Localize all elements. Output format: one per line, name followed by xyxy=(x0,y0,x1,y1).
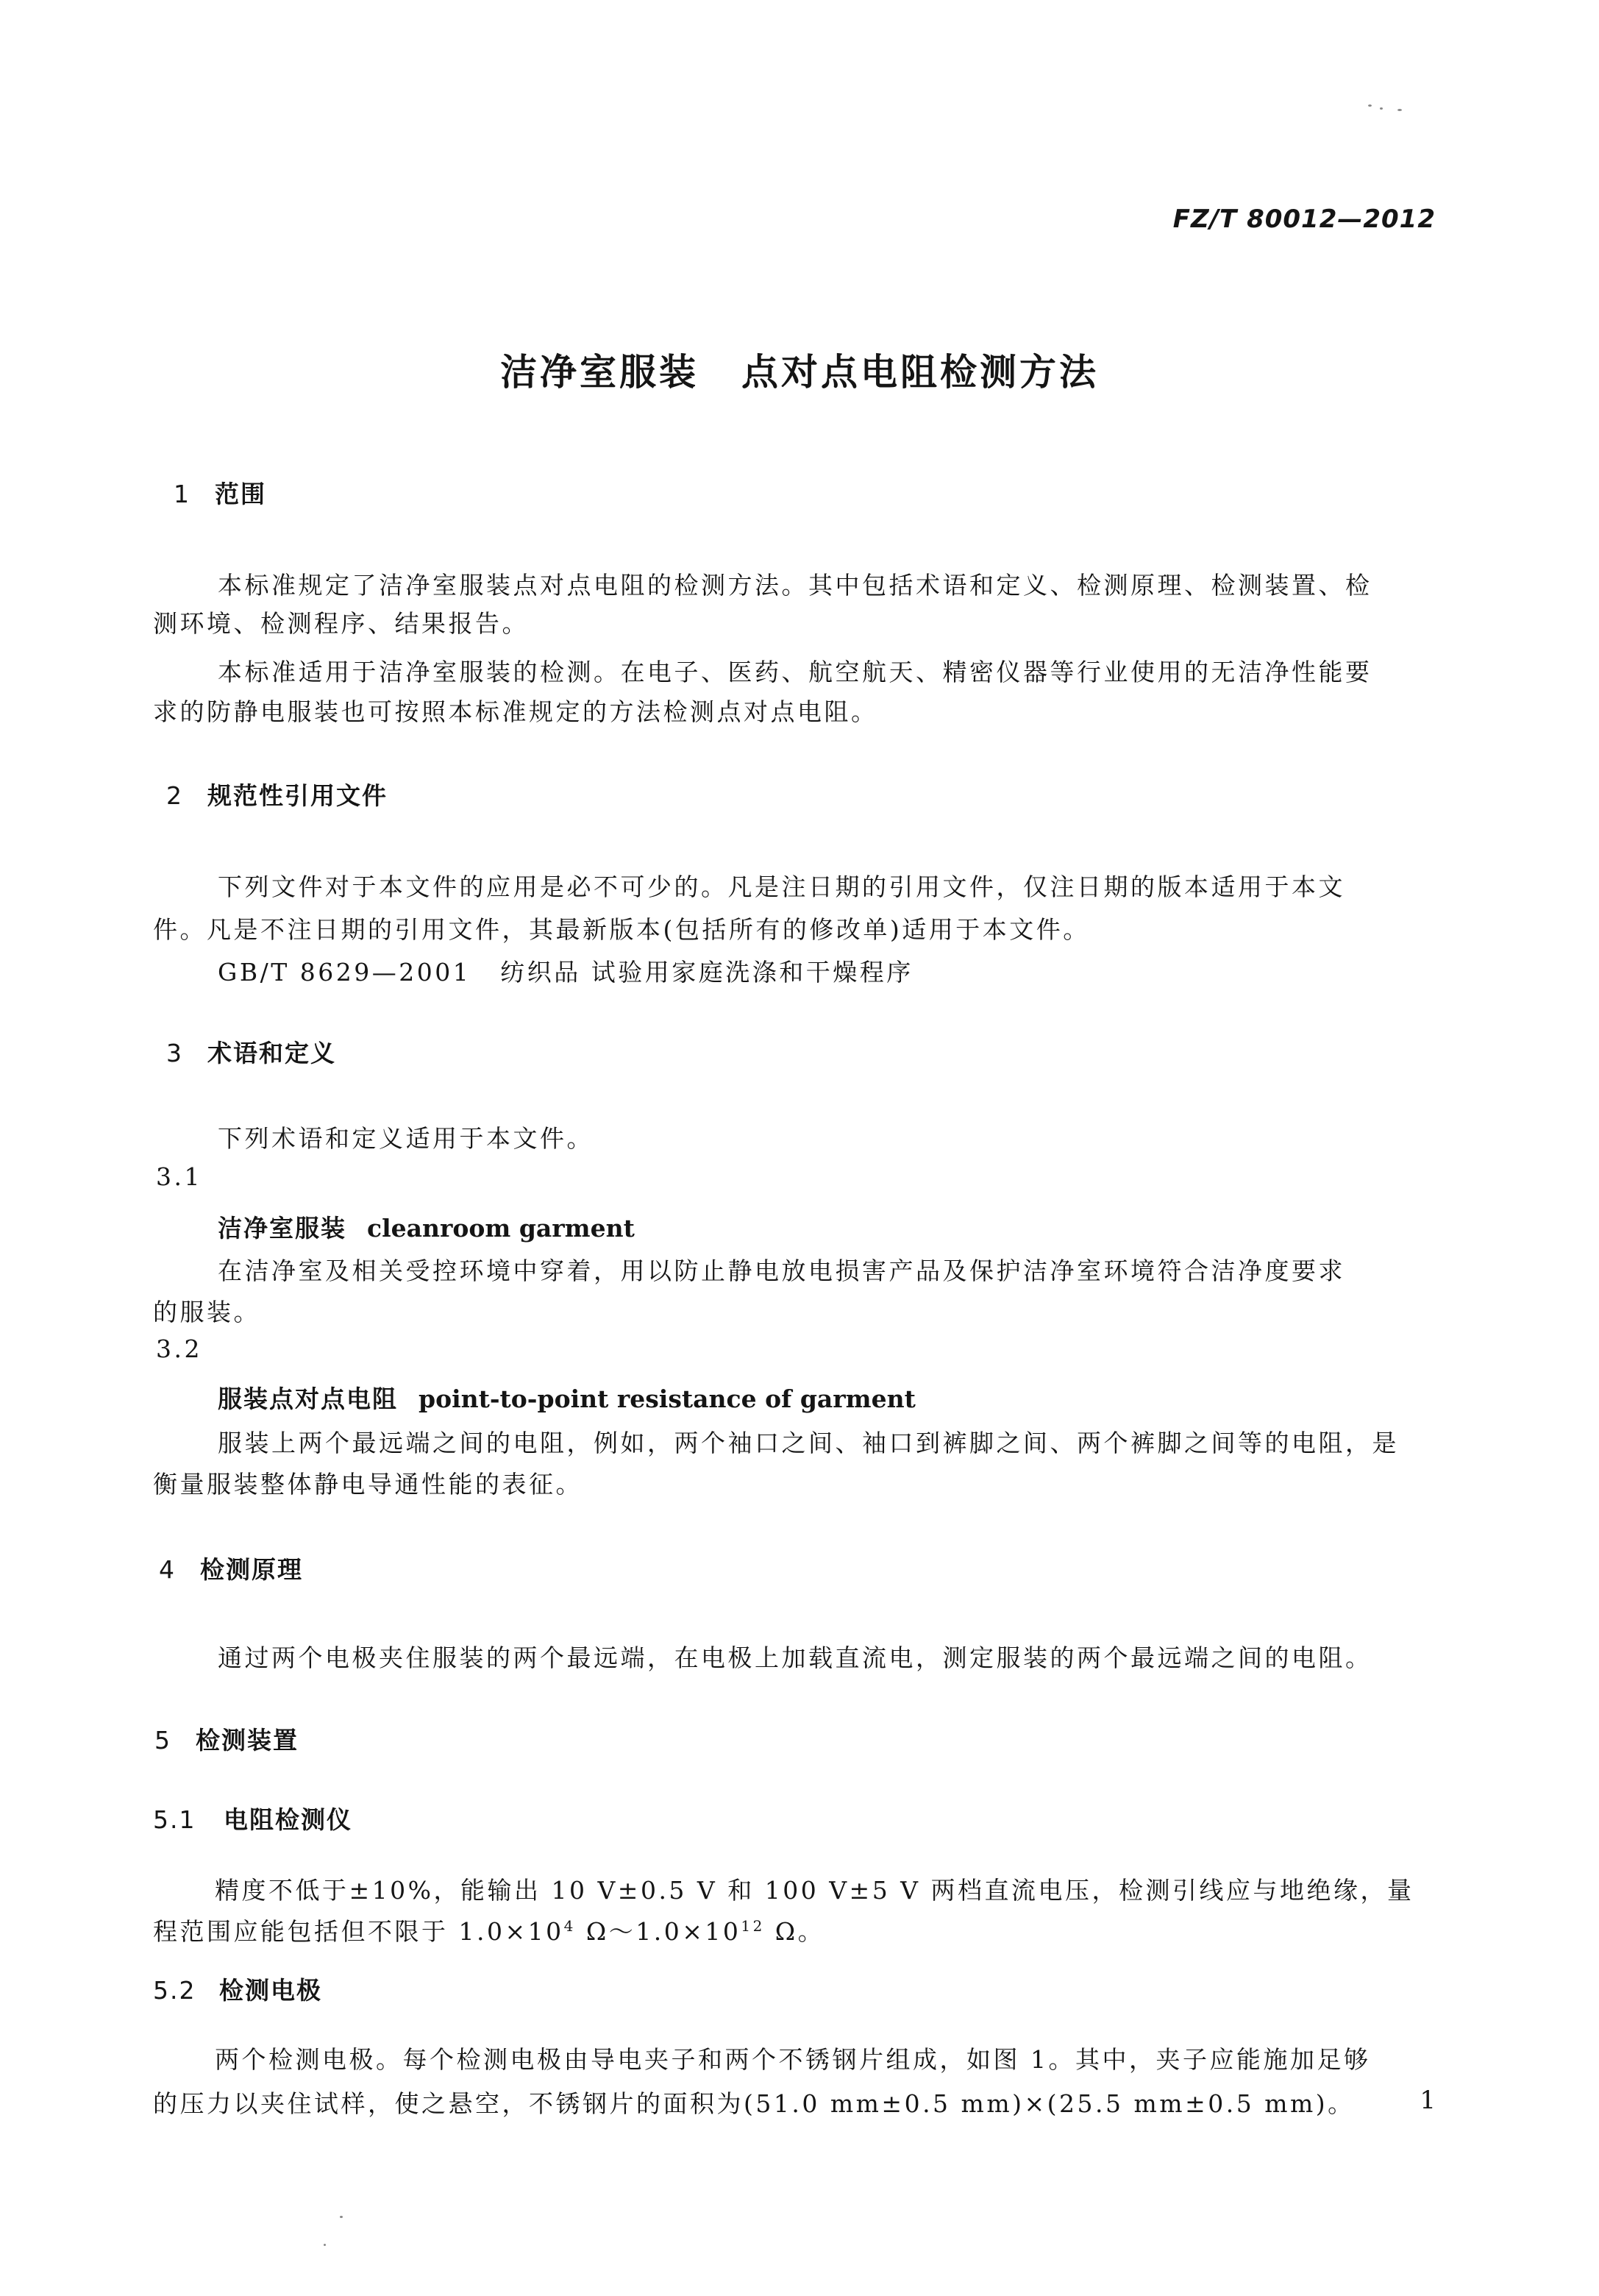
title-part-1: 洁净室服装 xyxy=(500,351,699,394)
section-1-para-2-line-1: 本标准适用于洁净室服装的检测。在电子、医药、航空航天、精密仪器等行业使用的无洁净性能要 xyxy=(218,658,1372,686)
section-1-heading: 1 范围 xyxy=(174,480,266,508)
document-title xyxy=(0,343,1599,396)
title-part-2: 点对点电阻检测方法 xyxy=(741,351,1099,394)
section-5-1-heading: 5.1 电阻检测仪 xyxy=(153,1805,352,1834)
section-5-heading: 5 检测装置 xyxy=(154,1726,299,1755)
term-3-2-definition-line-2: 衡量服装整体静电导通性能的表征。 xyxy=(153,1470,583,1499)
scan-speck xyxy=(1368,104,1372,107)
term-3-2-number: 3.2 xyxy=(156,1334,202,1363)
section-1-para-1-line-2: 测环境、检测程序、结果报告。 xyxy=(153,609,529,638)
section-2-heading: 2 规范性引用文件 xyxy=(166,781,388,810)
term-3-2-heading: 服装点对点电阻 point-to-point resistance of garment xyxy=(218,1385,916,1413)
reference-code: GB/T 8629—2001 xyxy=(218,958,471,987)
section-5-2-line-1: 两个检测电极。每个检测电极由导电夹子和两个不锈钢片组成，如图 1。其中，夹子应能施加足够 xyxy=(215,2045,1371,2074)
section-1-para-1-line-1: 本标准规定了洁净室服装点对点电阻的检测方法。其中包括术语和定义、检测原理、检测装置、检 xyxy=(218,571,1372,600)
scan-speck xyxy=(1397,109,1402,111)
term-3-1-number: 3.1 xyxy=(156,1162,202,1191)
section-4-heading: 4 检测原理 xyxy=(159,1555,303,1584)
reference-title: 纺织品 试验用家庭洗涤和干燥程序 xyxy=(500,958,914,987)
section-5-1-line-1: 精度不低于±10%，能输出 10 V±0.5 V 和 100 V±5 V 两档直流电压，检测引线应与地绝缘，量 xyxy=(215,1876,1414,1905)
section-5-2-heading: 5.2 检测电极 xyxy=(153,1976,322,2005)
section-5-2-line-2: 的压力以夹住试样，使之悬空，不锈钢片的面积为(51.0 mm±0.5 mm)×(25.5 mm±0.5 mm)。 xyxy=(153,2089,1355,2118)
section-3-intro: 下列术语和定义适用于本文件。 xyxy=(218,1124,594,1153)
section-4-para: 通过两个电极夹住服装的两个最远端，在电极上加载直流电，测定服装的两个最远端之间的电阻。 xyxy=(218,1643,1372,1672)
term-3-1-heading: 洁净室服装 cleanroom garment xyxy=(218,1214,635,1243)
page-number: 1 xyxy=(1420,2086,1436,2115)
term-3-1-definition-line-2: 的服装。 xyxy=(153,1298,260,1326)
scan-speck xyxy=(340,2216,343,2218)
section-3-heading: 3 术语和定义 xyxy=(166,1039,336,1067)
section-2-para-line-1: 下列文件对于本文件的应用是必不可少的。凡是注日期的引用文件，仅注日期的版本适用于本文 xyxy=(218,872,1345,901)
normative-reference xyxy=(218,953,914,988)
term-3-1-definition-line-1: 在洁净室及相关受控环境中穿着，用以防止静电放电损害产品及保护洁净室环境符合洁净度要求 xyxy=(218,1257,1345,1285)
scan-speck xyxy=(324,2244,326,2246)
scan-speck xyxy=(1380,107,1383,110)
standard-number: FZ/T 80012—2012 xyxy=(1172,205,1436,234)
section-5-1-line-2: 程范围应能包括但不限于 $1.0\times 10^4$ $\Omega\sim 1.0\times 10^{12}$ Ω。 xyxy=(153,1917,825,1946)
term-3-2-definition-line-1: 服装上两个最远端之间的电阻，例如，两个袖口之间、袖口到裤脚之间、两个裤脚之间等的电阻，是 xyxy=(218,1429,1399,1457)
section-2-para-line-2: 件。凡是不注日期的引用文件，其最新版本(包括所有的修改单)适用于本文件。 xyxy=(153,915,1090,944)
section-1-para-2-line-2: 求的防静电服装也可按照本标准规定的方法检测点对点电阻。 xyxy=(153,697,878,726)
